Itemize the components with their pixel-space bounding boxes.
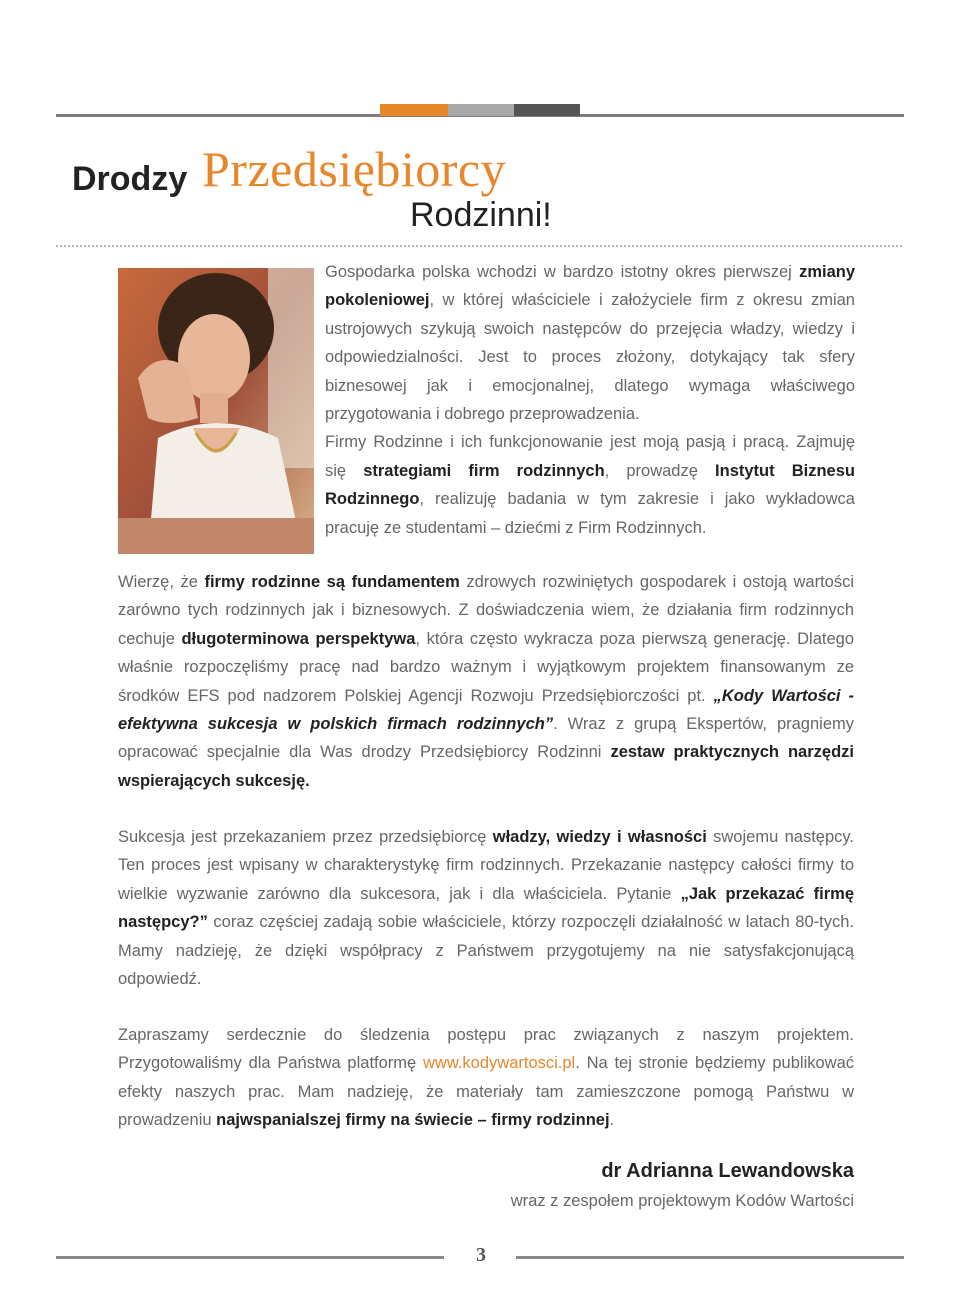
intro-paragraph [325,258,855,542]
title-word-drodzy: Drodzy [72,160,188,198]
page-title [72,140,592,240]
website-link[interactable]: www.kodywartosci.pl [423,1054,576,1073]
header-tab-dark [514,104,580,116]
paragraph-zapraszamy: Zapraszamy serdecznie do śledzenia postępu prac związanych z naszym projektem. Przygotowaliśmy dla Państwa platformę www.kodywartosci.pl. Na tej stronie będziemy publikować efekty naszych prac. Mam nadzieję, że materiały tam zamieszczone pomogą Państwu w prowadzeniu najwspanialszej firmy na świecie – firmy rodzinnej. [118,1026,855,1130]
paragraph-fundament: Wierzę, że firmy rodzinne są fundamentem zdrowych rozwiniętych gospodarek i ostoją wartości zarówno tych rodzinnych jak i biznesowych. Z doświadczenia wiem, że działania firm rodzinnych cechuje długoterminowa perspektywa, która często wykracza poza pierwszą generację. Dlatego właśnie rozpoczęliśmy pracę nad bardzo ważnym i wyjątkowym projektem finansowanym ze środków EFS pod nadzorem Polskiej Agencji Rozwoju Przedsiębiorczości pt. „Kody Wartości - efektywna sukcesja w polskich firmach rodzinnych”. Wraz z grupą Ekspertów, pragniemy opracować specjalnie dla Was drodzy Przedsiębiorcy Rodzinni zestaw praktycznych narzędzi wspierających sukcesję. [118,573,854,790]
footer-rule-left [56,1256,444,1259]
footer-rule-right [516,1256,904,1259]
signature-name: dr Adrianna Lewandowska [601,1160,854,1182]
dotted-divider [56,245,902,247]
paragraph-sukcesja: Sukcesja jest przekazaniem przez przedsiębiorcę władzy, wiedzy i własności swojemu następcy. Ten proces jest wpisany w charakterystykę firm rodzinnych. Przekazanie następcy całości firmy to wielkie wyzwanie zarówno dla sukcesora, jak i dla właściciela. Pytanie „Jak przekazać firmę następcy?” coraz częściej zadają sobie właściciele, którzy rozpoczęli działalność w latach 80-tych. Mamy nadzieję, że dzięki współpracy z Państwem przygotujemy na nie satysfakcjonującą odpowiedź. [118,828,854,989]
intro-text-1: Gospodarka polska wchodzi w bardzo istotny okres pierwszej zmiany pokoleniowej, w której właściciele i założyciele firm z okresu zmian ustrojowych szykują swoich następców do przejęcia władzy, wiedzy i odpowiedzialności. Jest to proces złożony, dotykający tak sfery biznesowej jak i emocjonalnej, dlatego wymaga właściwego przygotowania i dobrego przeprowadzenia. [325,263,855,424]
page-number: 3 [476,1244,486,1266]
header-tab-orange [380,104,448,116]
portrait-illustration [118,268,314,554]
signature-subtitle: wraz z zespołem projektowym Kodów Wartości [510,1192,854,1210]
title-word-rodzinni: Rodzinni! [410,196,552,234]
header-tab-grey [448,104,514,116]
title-word-przedsiebiorcy: Przedsiębiorcy [202,141,507,197]
author-photo [118,268,314,554]
intro-text-2: Firmy Rodzinne i ich funkcjonowanie jest moją pasją i pracą. Zajmuję się strategiami firm rodzinnych, prowadzę Instytut Biznesu Rodzinnego, realizuję badania w tym zakresie i jako wykładowca pracuję ze studentami – dziećmi z Firm Rodzinnych. [325,433,855,537]
